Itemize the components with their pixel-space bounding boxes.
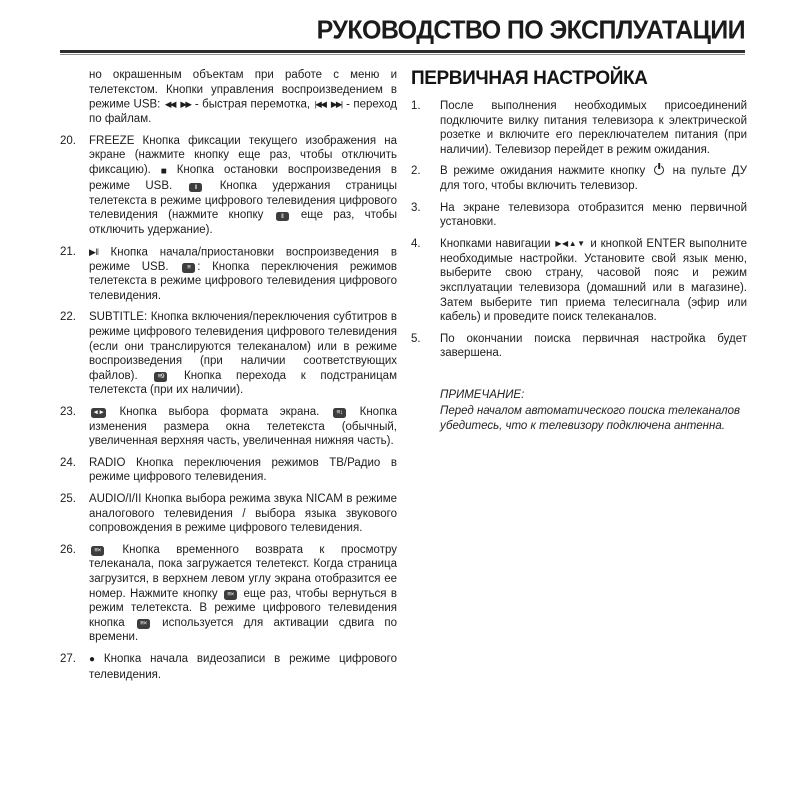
item-number: 21. <box>60 245 76 258</box>
section-heading: ПЕРВИЧНАЯ НАСТРОЙКА <box>411 68 648 89</box>
teletext-subpage-icon: ≡9 <box>154 372 167 382</box>
item-number: 4. <box>411 237 421 250</box>
item-number: 22. <box>60 311 76 324</box>
item-number: 5. <box>411 332 421 345</box>
list-item <box>60 68 397 127</box>
text-run: По окончании поиска первичная настройка будет завершена. <box>440 332 747 360</box>
item-number: 25. <box>60 492 76 505</box>
power-icon <box>654 165 664 175</box>
button-descriptions-list <box>60 68 397 683</box>
content-columns <box>60 68 745 690</box>
note-block <box>440 388 747 433</box>
list-item <box>60 492 397 536</box>
item-number: 27. <box>60 652 76 665</box>
item-text <box>440 99 747 157</box>
item-text <box>89 456 397 485</box>
text-run: - быстрая перемотка, <box>191 98 314 111</box>
list-item <box>411 99 747 157</box>
item-text <box>89 245 397 304</box>
text-run: Кнопка выбора формата экрана. <box>107 405 331 418</box>
note-label: ПРИМЕЧАНИЕ: <box>440 389 525 401</box>
item-text <box>89 492 397 536</box>
text-run: FREEZE Кнопка фиксации текущего изображения на экране (нажмите кнопку еще раз, чтобы отключить фиксацию). <box>89 134 397 177</box>
teletext-cancel-icon: ≡× <box>137 619 150 629</box>
list-item <box>60 134 397 238</box>
item-text <box>440 201 747 230</box>
nav-arrows-icon: ▶◀▲▼ <box>555 239 586 249</box>
list-item <box>60 405 397 449</box>
note-text: Перед началом автоматического поиска телеканалов убедитесь, что к телевизору подключена антенна. <box>440 404 741 432</box>
list-item <box>60 310 397 398</box>
text-run: но окрашенным объектам при работе с меню и телетекстом. Кнопки управления воспроизведением в режиме USB: <box>89 69 397 111</box>
list-item <box>60 456 397 485</box>
item-text <box>89 543 397 645</box>
item-number: 26. <box>60 543 76 556</box>
left-column <box>60 68 397 690</box>
item-text <box>89 652 397 683</box>
text-run: еще раз, чтобы вернуться в режим телетекста. В режиме цифрового телевидения кнопка <box>89 587 397 629</box>
right-column <box>411 68 747 690</box>
text-run: : Кнопка переключения режимов телетекста в режиме цифрового телевидения цифрового телевидения. <box>89 260 398 302</box>
text-run: Кнопка временного возврата к просмотру телеканала, пока загружается телетекст. Когда страница загрузится, в верхнем левом углу экрана отобразится ее номер. Нажмите кнопку <box>89 543 397 600</box>
item-text <box>440 237 747 325</box>
skip-back-icon: |◀◀ <box>314 99 326 110</box>
text-run: Кнопками навигации <box>440 237 555 250</box>
play-pause-icon: ▶‖ <box>89 246 99 257</box>
aspect-ratio-icon: ◄► <box>92 409 105 417</box>
list-item <box>60 652 397 683</box>
text-run: на пульте ДУ для того, чтобы включить телевизор. <box>440 165 747 192</box>
setup-steps-list <box>411 99 747 361</box>
text-run: После выполнения необходимых присоединений подключите вилку питания телевизора к электрической розетке и включите его переключателем питания (при наличии). Телевизор перейдет в режим ожидания. <box>440 100 747 156</box>
list-item <box>411 164 747 193</box>
text-run: Кнопка удержания страницы телетекста в режиме цифрового телевидения цифрового телевидения (нажмите кнопку <box>89 180 397 222</box>
text-run: AUDIO/I/II Кнопка выбора режима звука NICAM в режиме аналогового телевидения / выбора языка звукового сопровождения в режиме цифрового телевидения. <box>89 492 397 535</box>
text-run: используется для активации сдвига по времени. <box>89 616 397 644</box>
text-run: Кнопка начала видеозаписи в режиме цифрового телевидения. <box>89 652 397 681</box>
rewind-icon: ◀◀ <box>164 99 175 110</box>
text-run: RADIO Кнопка переключения режимов ТВ/Радио в режиме цифрового телевидения. <box>89 456 397 484</box>
text-run: SUBTITLE: Кнопка включения/переключения субтитров в режиме цифрового телевидения цифрового телевидения (если они транслируются телеканалом) или в режиме воспроизведения (при наличии соответствующих файлов). <box>89 311 397 382</box>
page-title: РУКОВОДСТВО ПО ЭКСПЛУАТАЦИИ <box>316 15 745 45</box>
header-rule <box>60 50 745 55</box>
text-run <box>176 99 179 111</box>
teletext-mix-icon: ≡ <box>182 263 195 273</box>
item-number: 1. <box>411 100 421 112</box>
teletext-cancel-icon: ≡× <box>224 590 237 600</box>
item-number: 23. <box>60 405 76 418</box>
text-run: и кнопкой ENTER выполните необходимые настройки. Установите свой язык меню, выберите свою страну, часовой пояс и режим эксплуатации телевизора (домашний или в магазине). Затем выберите тип приема телесигнала (эфир или кабель) и проведите поиск телеканалов. <box>440 237 747 324</box>
list-item <box>60 543 397 645</box>
list-item <box>411 201 747 230</box>
text-run: Кнопка перехода к подстраницам телетекста (при их наличии). <box>89 369 397 397</box>
text-run: - переход по файлам. <box>89 98 397 126</box>
text-run <box>326 99 329 111</box>
text-run: На экране телевизора отобразится меню первичной установки. <box>440 201 747 229</box>
text-run: еще раз, чтобы отключить удержание). <box>89 209 397 236</box>
item-number: 24. <box>60 456 76 469</box>
item-text <box>89 68 397 127</box>
list-item <box>411 237 747 325</box>
text-run: Кнопка изменения размера окна телетекста (обычный, увеличенная верхняя часть, увеличенная нижняя часть). <box>89 405 397 448</box>
stop-icon: ■ <box>160 165 167 177</box>
item-text <box>440 164 747 193</box>
item-number: 2. <box>411 165 421 178</box>
item-text <box>89 405 397 449</box>
item-text <box>89 134 397 238</box>
teletext-hold-icon: ‖ <box>276 212 289 222</box>
list-item <box>411 332 747 361</box>
teletext-size-icon: ≡↕ <box>333 408 346 418</box>
text-run: В режиме ожидания нажмите кнопку <box>440 165 651 178</box>
record-icon: ● <box>89 654 96 666</box>
item-number <box>60 68 89 127</box>
item-number: 3. <box>411 201 421 214</box>
text-run: Кнопка остановки воспроизведения в режиме USB. <box>89 164 397 193</box>
page-header <box>60 16 745 55</box>
list-item <box>60 245 397 304</box>
text-run: Кнопка начала/приостановки воспроизведения в режиме USB. <box>89 246 397 273</box>
skip-forward-icon: ▶▶| <box>330 99 342 110</box>
item-text <box>440 332 747 361</box>
teletext-cancel-icon: ≡× <box>91 546 104 556</box>
item-number: 20. <box>60 134 76 147</box>
fast-forward-icon: ▶▶ <box>180 99 191 110</box>
item-text <box>89 310 397 398</box>
teletext-hold-icon: ‖ <box>189 183 202 193</box>
